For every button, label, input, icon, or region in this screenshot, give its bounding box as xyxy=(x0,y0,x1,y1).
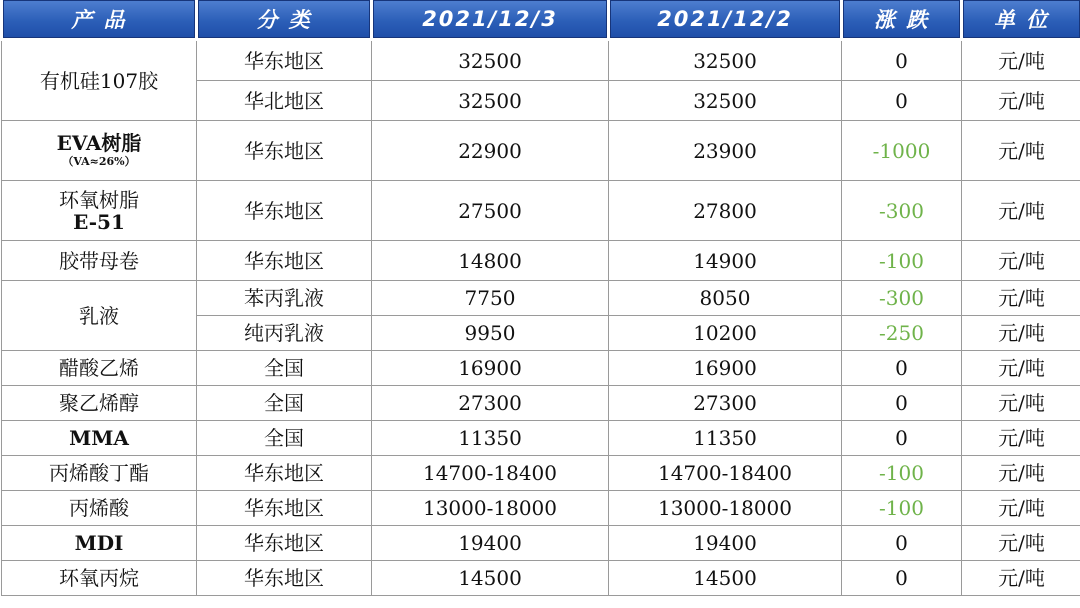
price-1203-cell: 27300 xyxy=(372,386,609,421)
product-cell xyxy=(2,121,197,181)
product-cell xyxy=(2,241,197,281)
product-cell xyxy=(2,456,197,491)
category-cell: 华东地区 xyxy=(197,456,372,491)
price-1202-cell: 14900 xyxy=(609,241,842,281)
header-category: 分 类 xyxy=(197,0,372,40)
price-1202-cell: 32500 xyxy=(609,81,842,121)
change-cell: 0 xyxy=(842,526,962,561)
table-row xyxy=(2,241,1080,281)
price-1202-cell: 8050 xyxy=(609,281,842,316)
change-cell: 0 xyxy=(842,421,962,456)
price-1202-cell: 23900 xyxy=(609,121,842,181)
category-cell: 华东地区 xyxy=(197,121,372,181)
header-date-1202: 2021/12/2 xyxy=(609,0,842,40)
price-1202-cell: 14500 xyxy=(609,561,842,596)
category-cell: 华东地区 xyxy=(197,40,372,81)
category-cell: 华东地区 xyxy=(197,561,372,596)
product-name: 醋酸乙烯 xyxy=(59,356,139,380)
unit-cell: 元/吨 xyxy=(962,281,1080,316)
product-cell xyxy=(2,181,197,241)
price-1203-cell: 14700-18400 xyxy=(372,456,609,491)
table-row xyxy=(2,121,1080,181)
unit-cell: 元/吨 xyxy=(962,526,1080,561)
product-name: 丙烯酸丁酯 xyxy=(49,461,149,485)
category-cell: 华东地区 xyxy=(197,491,372,526)
table-row xyxy=(2,351,1080,386)
change-cell: 0 xyxy=(842,81,962,121)
product-cell xyxy=(2,561,197,596)
price-1203-cell: 32500 xyxy=(372,81,609,121)
price-1202-cell: 16900 xyxy=(609,351,842,386)
unit-cell: 元/吨 xyxy=(962,121,1080,181)
price-1203-cell: 19400 xyxy=(372,526,609,561)
price-1202-cell: 32500 xyxy=(609,40,842,81)
price-1202-cell: 27800 xyxy=(609,181,842,241)
header-unit: 单 位 xyxy=(962,0,1080,40)
header-row xyxy=(2,0,1080,40)
header-product: 产 品 xyxy=(2,0,197,40)
price-1203-cell: 14500 xyxy=(372,561,609,596)
category-cell: 华东地区 xyxy=(197,181,372,241)
price-1203-cell: 16900 xyxy=(372,351,609,386)
change-cell: -300 xyxy=(842,181,962,241)
unit-cell: 元/吨 xyxy=(962,40,1080,81)
change-cell: -100 xyxy=(842,456,962,491)
price-1202-cell: 14700-18400 xyxy=(609,456,842,491)
change-cell: -100 xyxy=(842,491,962,526)
product-spec: （VA≈26%） xyxy=(62,155,136,169)
header-change: 涨 跌 xyxy=(842,0,962,40)
change-cell: -1000 xyxy=(842,121,962,181)
price-1203-cell: 22900 xyxy=(372,121,609,181)
unit-cell: 元/吨 xyxy=(962,386,1080,421)
change-cell: 0 xyxy=(842,386,962,421)
unit-cell: 元/吨 xyxy=(962,181,1080,241)
category-cell: 全国 xyxy=(197,351,372,386)
product-name: 环氧树脂 xyxy=(59,187,139,212)
price-1203-cell: 7750 xyxy=(372,281,609,316)
price-1203-cell: 27500 xyxy=(372,181,609,241)
unit-cell: 元/吨 xyxy=(962,81,1080,121)
price-1202-cell: 19400 xyxy=(609,526,842,561)
product-name: 聚乙烯醇 xyxy=(59,391,139,415)
product-name: 环氧丙烷 xyxy=(59,566,139,590)
product-cell xyxy=(2,386,197,421)
product-cell xyxy=(2,40,197,121)
change-cell: -250 xyxy=(842,316,962,351)
price-1202-cell: 11350 xyxy=(609,421,842,456)
unit-cell: 元/吨 xyxy=(962,351,1080,386)
price-1202-cell: 27300 xyxy=(609,386,842,421)
product-name: MDI xyxy=(74,531,124,555)
category-cell: 苯丙乳液 xyxy=(197,281,372,316)
price-1203-cell: 11350 xyxy=(372,421,609,456)
unit-cell: 元/吨 xyxy=(962,421,1080,456)
product-name: 有机硅107胶 xyxy=(39,68,159,93)
table-row xyxy=(2,526,1080,561)
table-row xyxy=(2,421,1080,456)
category-cell: 纯丙乳液 xyxy=(197,316,372,351)
change-cell: 0 xyxy=(842,351,962,386)
table-row xyxy=(2,181,1080,241)
product-cell xyxy=(2,421,197,456)
price-1203-cell: 14800 xyxy=(372,241,609,281)
category-cell: 全国 xyxy=(197,421,372,456)
product-cell xyxy=(2,281,197,351)
category-cell: 华北地区 xyxy=(197,81,372,121)
table-row xyxy=(2,281,1080,316)
change-cell: 0 xyxy=(842,561,962,596)
table-row xyxy=(2,386,1080,421)
change-cell: 0 xyxy=(842,40,962,81)
table-row xyxy=(2,456,1080,491)
product-model: E-51 xyxy=(73,209,125,234)
price-1202-cell: 10200 xyxy=(609,316,842,351)
product-name: 丙烯酸 xyxy=(69,496,129,520)
table-row xyxy=(2,561,1080,596)
product-name: MMA xyxy=(69,426,129,450)
unit-cell: 元/吨 xyxy=(962,241,1080,281)
product-name: 乳液 xyxy=(79,303,119,328)
table-row xyxy=(2,40,1080,81)
unit-cell: 元/吨 xyxy=(962,456,1080,491)
category-cell: 华东地区 xyxy=(197,526,372,561)
change-cell: -300 xyxy=(842,281,962,316)
price-1202-cell: 13000-18000 xyxy=(609,491,842,526)
category-cell: 全国 xyxy=(197,386,372,421)
price-1203-cell: 32500 xyxy=(372,40,609,81)
price-1203-cell: 13000-18000 xyxy=(372,491,609,526)
unit-cell: 元/吨 xyxy=(962,561,1080,596)
table-row xyxy=(2,491,1080,526)
product-name: 胶带母卷 xyxy=(59,248,139,273)
product-name: EVA树脂 xyxy=(56,131,142,156)
unit-cell: 元/吨 xyxy=(962,491,1080,526)
price-1203-cell: 9950 xyxy=(372,316,609,351)
product-cell xyxy=(2,351,197,386)
product-cell xyxy=(2,491,197,526)
product-cell xyxy=(2,526,197,561)
header-date-1203: 2021/12/3 xyxy=(372,0,609,40)
unit-cell: 元/吨 xyxy=(962,316,1080,351)
change-cell: -100 xyxy=(842,241,962,281)
category-cell: 华东地区 xyxy=(197,241,372,281)
